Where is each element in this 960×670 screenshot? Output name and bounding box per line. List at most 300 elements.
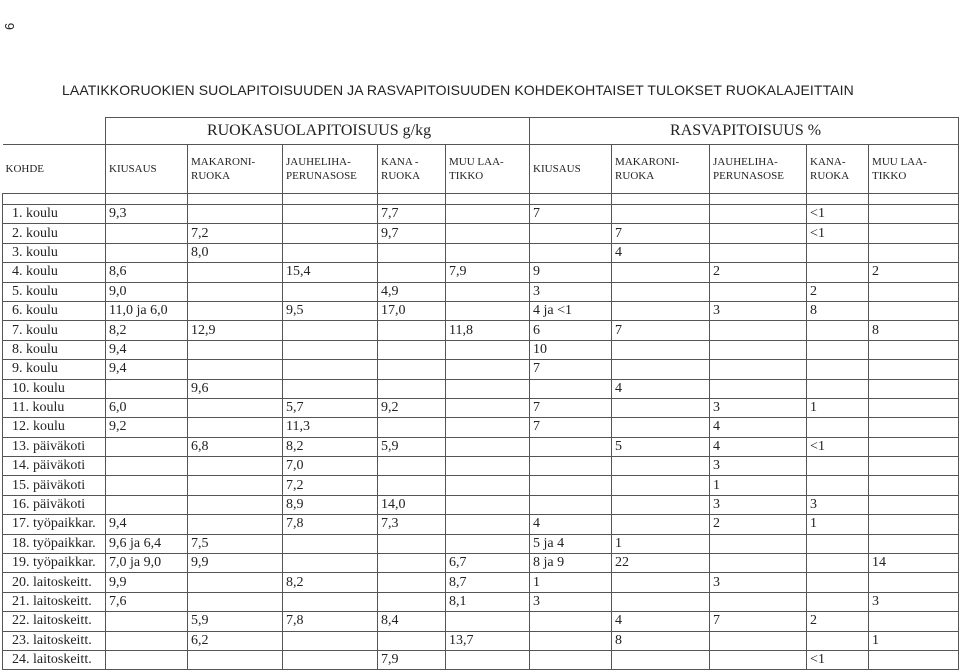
table-cell: 12,9 [188,321,283,340]
column-header-line2: TIKKO [872,170,907,182]
table-row [3,263,959,282]
table-cell: 8,0 [188,243,283,262]
row-label: 7. koulu [3,321,106,340]
table-cell [446,379,530,398]
table-cell: 1 [530,573,612,592]
row-label: 2. koulu [3,224,106,243]
table-cell: 11,8 [446,321,530,340]
table-cell [446,457,530,476]
table-cell [530,631,612,650]
table-cell [378,418,446,437]
table-cell [710,631,807,650]
table-cell: 7,7 [378,205,446,224]
column-header-salt-0 [106,145,188,194]
table-cell [106,243,188,262]
table-cell: 4 [612,379,710,398]
row-label: 4. koulu [3,263,106,282]
table-row [3,592,959,611]
table-cell [106,224,188,243]
table-cell: 6 [530,321,612,340]
table-cell [378,573,446,592]
table-cell [869,457,959,476]
row-label: 20. laitoskeitt. [3,573,106,592]
table-cell [283,554,378,573]
table-cell [869,282,959,301]
column-header-line2: RUOKA [615,170,655,182]
table-cell [612,650,710,669]
table-cell: 7 [530,398,612,417]
results-body [3,205,959,670]
column-header-row [3,145,959,194]
table-cell: 5,9 [188,612,283,631]
table-cell: 1 [710,476,807,495]
table-cell: 11,0 ja 6,0 [106,301,188,320]
table-cell: 8,4 [378,612,446,631]
table-cell: 3 [710,573,807,592]
table-cell [869,437,959,456]
table-cell: 7,0 [283,457,378,476]
row-label: 19. työpaikkar. [3,554,106,573]
table-cell: 3 [530,282,612,301]
table-cell [869,612,959,631]
table-cell [378,476,446,495]
table-cell: 7 [612,224,710,243]
row-label: 18. työpaikkar. [3,534,106,553]
table-cell: 9,0 [106,282,188,301]
table-cell: 7 [612,321,710,340]
column-header-salt-2 [283,145,378,194]
table-cell: 9,4 [106,515,188,534]
table-row [3,205,959,224]
table-cell: <1 [807,224,869,243]
salt-group-header: RUOKASUOLAPITOISUUS g/kg [106,118,530,145]
table-cell: 1 [869,631,959,650]
table-cell [378,243,446,262]
table-row [3,495,959,514]
table-cell: 9,9 [106,573,188,592]
table-cell [530,437,612,456]
table-cell: <1 [807,205,869,224]
table-cell [807,554,869,573]
table-cell [807,379,869,398]
table-cell: 5,7 [283,398,378,417]
table-cell [188,360,283,379]
table-cell [710,205,807,224]
table-cell: 3 [710,457,807,476]
table-cell: 3 [530,592,612,611]
table-cell [869,398,959,417]
table-cell [446,301,530,320]
table-cell [446,534,530,553]
table-cell [710,650,807,669]
table-cell: 8,1 [446,592,530,611]
table-cell: 8,2 [283,437,378,456]
column-header-line2: TIKKO [449,170,484,182]
table-cell: 3 [710,301,807,320]
table-cell [106,650,188,669]
row-label: 10. koulu [3,379,106,398]
table-cell [807,340,869,359]
table-cell [188,263,283,282]
table-cell: 11,3 [283,418,378,437]
table-cell [188,476,283,495]
column-header-salt-1 [188,145,283,194]
table-cell [283,321,378,340]
table-cell: 7,2 [283,476,378,495]
table-cell [869,243,959,262]
column-header-line1: JAUHELIHA- [713,156,778,168]
table-cell [869,340,959,359]
row-label: 3. koulu [3,243,106,262]
results-table-container [2,117,958,670]
table-cell: 2 [710,515,807,534]
table-cell [807,360,869,379]
table-row [3,534,959,553]
table-cell [106,457,188,476]
table-cell [283,243,378,262]
column-header-fat-2 [710,145,807,194]
table-cell [283,360,378,379]
table-cell [710,592,807,611]
table-cell [869,476,959,495]
table-cell [710,340,807,359]
table-cell [446,650,530,669]
table-cell [869,224,959,243]
column-header-line1: MAKARONI- [191,156,256,168]
row-label: 11. koulu [3,398,106,417]
table-cell [612,457,710,476]
table-row [3,573,959,592]
table-cell: 7 [530,418,612,437]
table-cell [106,476,188,495]
table-cell [807,457,869,476]
table-cell [710,554,807,573]
table-cell: 3 [710,398,807,417]
table-cell [807,573,869,592]
table-cell: 1 [612,534,710,553]
table-cell: 8,6 [106,263,188,282]
table-cell: 8,2 [283,573,378,592]
table-cell [869,650,959,669]
table-cell: 5 ja 4 [530,534,612,553]
row-label: 6. koulu [3,301,106,320]
row-label: 15. päiväkoti [3,476,106,495]
table-cell [188,398,283,417]
row-label: 23. laitoskeitt. [3,631,106,650]
table-cell [530,379,612,398]
table-cell [612,592,710,611]
table-cell: 9,9 [188,554,283,573]
table-cell: 9,3 [106,205,188,224]
table-cell [446,282,530,301]
table-cell [807,321,869,340]
table-cell [283,592,378,611]
table-cell: 9,4 [106,340,188,359]
column-header-line1: KIUSAUS [109,163,157,175]
table-cell [612,476,710,495]
table-cell: 13,7 [446,631,530,650]
table-cell [446,205,530,224]
document-heading: LAATIKKORUOKIEN SUOLAPITOISUUDEN JA RASVAPITOISUUDEN KOHDEKOHTAISET TULOKSET RUOKALAJEITTAIN [62,82,854,98]
table-row [3,515,959,534]
table-cell: 2 [710,263,807,282]
table-cell [869,495,959,514]
table-cell: 7,2 [188,224,283,243]
column-header-line1: KIUSAUS [533,163,581,175]
row-label: 24. laitoskeitt. [3,650,106,669]
table-row [3,379,959,398]
row-label: 9. koulu [3,360,106,379]
table-cell [869,205,959,224]
table-cell [446,243,530,262]
table-row [3,437,959,456]
table-cell [869,573,959,592]
column-header-line1: MUU LAA- [449,156,504,168]
table-cell: 3 [869,592,959,611]
table-cell [378,554,446,573]
table-cell [188,205,283,224]
table-cell: 7 [530,360,612,379]
table-row [3,224,959,243]
table-cell [807,631,869,650]
table-cell: 14 [869,554,959,573]
table-cell [283,205,378,224]
table-cell: 7,8 [283,515,378,534]
results-table [2,117,959,670]
table-cell [188,515,283,534]
table-cell: 8 ja 9 [530,554,612,573]
row-label: 5. koulu [3,282,106,301]
table-cell: 9,6 ja 6,4 [106,534,188,553]
table-cell [446,360,530,379]
table-cell: 6,2 [188,631,283,650]
row-label: 13. päiväkoti [3,437,106,456]
table-cell [446,340,530,359]
table-cell: 22 [612,554,710,573]
table-cell [283,631,378,650]
table-cell [106,379,188,398]
table-cell [869,515,959,534]
column-header-fat-0 [530,145,612,194]
table-cell: 7 [530,205,612,224]
table-cell: 9,4 [106,360,188,379]
table-cell: <1 [807,437,869,456]
column-header-line1: MUU LAA- [872,156,927,168]
table-cell [807,476,869,495]
table-cell [612,360,710,379]
column-header-line2: RUOKA [810,170,850,182]
group-header-row [3,118,959,145]
table-cell: 5 [612,437,710,456]
table-cell [378,321,446,340]
table-cell: 4 [710,418,807,437]
table-cell [378,534,446,553]
table-cell [710,534,807,553]
table-cell: 8 [612,631,710,650]
table-cell [710,321,807,340]
table-cell: 7,5 [188,534,283,553]
column-header-line1: JAUHELIHA- [286,156,351,168]
table-cell [612,495,710,514]
table-row [3,321,959,340]
table-cell: 6,0 [106,398,188,417]
table-cell [869,379,959,398]
table-cell: 4 [612,612,710,631]
table-cell: 8,2 [106,321,188,340]
table-cell: 7,3 [378,515,446,534]
table-cell [869,360,959,379]
table-cell [446,476,530,495]
table-cell [869,418,959,437]
table-cell [188,301,283,320]
table-cell [106,437,188,456]
table-cell [188,650,283,669]
column-header-line1: KANA- [810,156,846,168]
row-label: 1. koulu [3,205,106,224]
column-header-line2: RUOKA [381,170,421,182]
column-header-line2: PERUNASOSE [713,170,784,182]
table-cell [188,592,283,611]
column-header-line1: MAKARONI- [615,156,680,168]
table-cell [710,360,807,379]
table-cell [612,205,710,224]
table-cell: 8,9 [283,495,378,514]
table-cell [188,573,283,592]
table-cell: 7,6 [106,592,188,611]
table-cell: 8,7 [446,573,530,592]
table-cell: 9 [530,263,612,282]
table-row [3,631,959,650]
table-cell [283,650,378,669]
table-cell [446,437,530,456]
table-cell [530,457,612,476]
table-cell [807,418,869,437]
row-label: 16. päiväkoti [3,495,106,514]
table-cell: 8 [807,301,869,320]
table-cell [283,282,378,301]
table-cell [530,650,612,669]
table-cell: 10 [530,340,612,359]
table-cell [378,340,446,359]
row-label: 8. koulu [3,340,106,359]
row-label: 12. koulu [3,418,106,437]
table-cell: 7,9 [446,263,530,282]
table-cell: 9,2 [378,398,446,417]
table-cell [446,418,530,437]
table-cell: 9,2 [106,418,188,437]
table-cell [283,340,378,359]
table-cell [710,243,807,262]
table-row [3,360,959,379]
table-cell: 14,0 [378,495,446,514]
table-cell: 3 [807,495,869,514]
table-cell: 9,5 [283,301,378,320]
table-cell [612,418,710,437]
column-header-fat-4 [869,145,959,194]
table-cell: 4 [612,243,710,262]
table-row [3,282,959,301]
table-cell [378,360,446,379]
row-label: 14. päiväkoti [3,457,106,476]
table-cell [188,418,283,437]
table-cell [446,612,530,631]
table-cell [807,263,869,282]
table-cell: 7,0 ja 9,0 [106,554,188,573]
table-cell [188,340,283,359]
table-cell: 17,0 [378,301,446,320]
table-cell [530,612,612,631]
table-cell: 5,9 [378,437,446,456]
table-row [3,301,959,320]
table-cell [283,534,378,553]
table-cell [612,340,710,359]
table-row [3,554,959,573]
table-cell: 15,4 [283,263,378,282]
table-cell [530,476,612,495]
table-cell [612,398,710,417]
table-cell [446,224,530,243]
table-cell: 4 [710,437,807,456]
table-cell [807,243,869,262]
table-cell: 9,6 [188,379,283,398]
table-cell: <1 [807,650,869,669]
table-row [3,418,959,437]
column-header-line1: KANA - [381,156,419,168]
table-cell: 7,8 [283,612,378,631]
table-row [3,476,959,495]
table-cell [106,495,188,514]
table-row [3,398,959,417]
row-label: 17. työpaikkar. [3,515,106,534]
table-cell [530,224,612,243]
table-cell: 1 [807,398,869,417]
table-cell [446,495,530,514]
table-cell [188,457,283,476]
column-header-kohde: KOHDE [3,145,106,194]
table-row [3,612,959,631]
table-cell [710,282,807,301]
table-cell [378,631,446,650]
table-cell [710,379,807,398]
column-header-salt-4 [446,145,530,194]
table-cell [283,224,378,243]
fat-group-header: RASVAPITOISUUS % [530,118,959,145]
table-cell [710,224,807,243]
table-cell: 2 [807,282,869,301]
table-row [3,457,959,476]
table-cell: 7,9 [378,650,446,669]
column-header-fat-1 [612,145,710,194]
table-row [3,650,959,669]
column-header-salt-3 [378,145,446,194]
table-cell [378,379,446,398]
column-header-line2: RUOKA [191,170,231,182]
table-cell: 4 ja <1 [530,301,612,320]
table-cell [283,379,378,398]
table-cell [378,263,446,282]
table-cell [530,243,612,262]
table-cell [612,282,710,301]
table-cell: 6,8 [188,437,283,456]
table-cell: 2 [807,612,869,631]
table-cell: 6,7 [446,554,530,573]
table-cell: 4 [530,515,612,534]
table-cell [188,282,283,301]
table-cell [530,495,612,514]
row-label: 22. laitoskeitt. [3,612,106,631]
table-cell: 7 [710,612,807,631]
spacer-row [3,194,959,205]
